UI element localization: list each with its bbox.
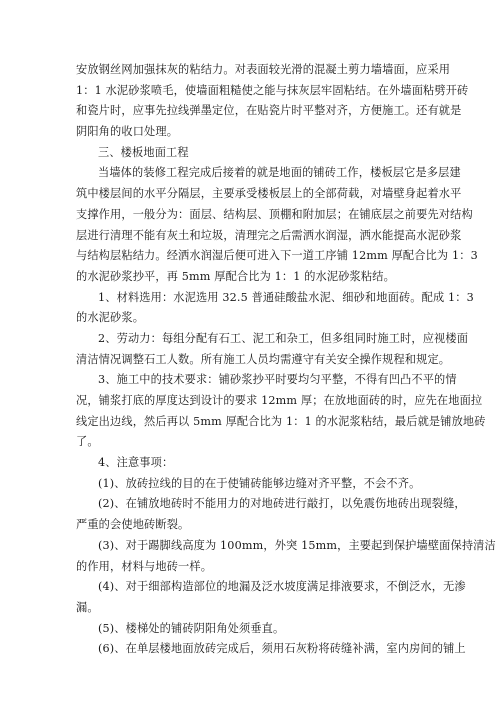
text-line: 1、材料选用：水泥选用 32.5 普通硅酸盐水泥、细砂和地面砖。配成 1：3 [98, 290, 474, 304]
text-line: 筑中楼层间的水平分隔层，主要承受楼板层上的全部荷载，对墙壁身起着水平 [76, 187, 462, 201]
text-line: 的作用，材料与地砖一样。 [76, 559, 213, 573]
text-line: (6)、在单层楼地面放砖完成后，须用石灰粉将砖缝补满，室内房间的铺上 [98, 642, 466, 656]
text-line: 况，铺浆打底的厚度达到设计的要求 12mm 厚；在放地面砖的时，应先在地面拉 [76, 394, 483, 407]
text-line: 支撑作用，一般分为：面层、结构层、顶棚和附加层；在铺底层之前要先对结构 [76, 207, 473, 221]
text-line: 层进行清理不能有灰土和垃圾，清理完之后需洒水润湿，洒水能提高水泥砂浆 [76, 228, 462, 242]
text-line: 的水泥砂浆。 [76, 311, 145, 325]
text-line: 阴阳角的收口处理。 [76, 125, 179, 139]
text-line: 安放钢丝网加强抹灰的粘结力。对表面较光滑的混凝土剪力墙墙面，应采用 [76, 63, 451, 76]
text-line: 线定出边线，然后再以 5mm 厚配合比为 1：1 的水泥浆粘结，最后就是铺放地砖 [76, 414, 486, 428]
text-line: 2、劳动力：每组分配有石工、泥工和杂工，但多组同时施工时，应视楼面 [98, 331, 469, 345]
text-line: 4、注意事项： [98, 456, 174, 470]
text-line: (5)、楼梯处的铺砖阴阳角处须垂直。 [98, 621, 285, 635]
text-line: 3、施工中的技术要求：铺砂浆抄平时要均匀平整，不得有凹凸不平的情 [98, 373, 457, 387]
text-line: 与结构层粘结力。经洒水润湿后便可进入下一道工序铺 12mm 厚配合比为 1：3 [76, 249, 478, 263]
text-line: 1：1 水泥砂浆喷毛，使墙面粗糙使之能与抹灰层牢固粘结。在外墙面粘劈开砖 [76, 83, 469, 97]
text-line: 了。 [76, 435, 99, 449]
text-line: (2)、在铺放地砖时不能用力的对地砖进行敲打，以免震伤地砖出现裂缝， [98, 497, 466, 511]
text-line: 严重的会使地砖断裂。 [76, 518, 190, 532]
text-line: (3)、对于踢脚线高度为 100mm，外突 15mm，主要起到保护墙壁面保持清洁 [98, 538, 496, 552]
document-page [76, 60, 496, 660]
text-line: 的水泥砂浆抄平，再 5mm 厚配合比为 1：1 的水泥砂浆粘结。 [76, 269, 395, 283]
text-line: 三、楼板地面工程 [98, 145, 189, 159]
text-line: (4)、对于细部构造部位的地漏及泛水坡度满足排液要求，不倒泛水，无渗 [98, 580, 466, 594]
text-line: (1)、放砖拉线的目的在于使铺砖能够边缝对齐平整，不会不齐。 [98, 476, 421, 490]
text-line: 当墙体的装修工程完成后接着的就是地面的铺砖工作，楼板层它是多层建 [98, 166, 461, 180]
text-line: 和瓷片时，应事先拉线弹墨定位，在贴瓷片时平整对齐，方便施工。还有就是 [76, 104, 462, 118]
text-line: 清洁情况调整石工人数。所有施工人员均需遵守有关安全操作规程和规定。 [76, 352, 451, 366]
text-line: 漏。 [76, 600, 99, 614]
